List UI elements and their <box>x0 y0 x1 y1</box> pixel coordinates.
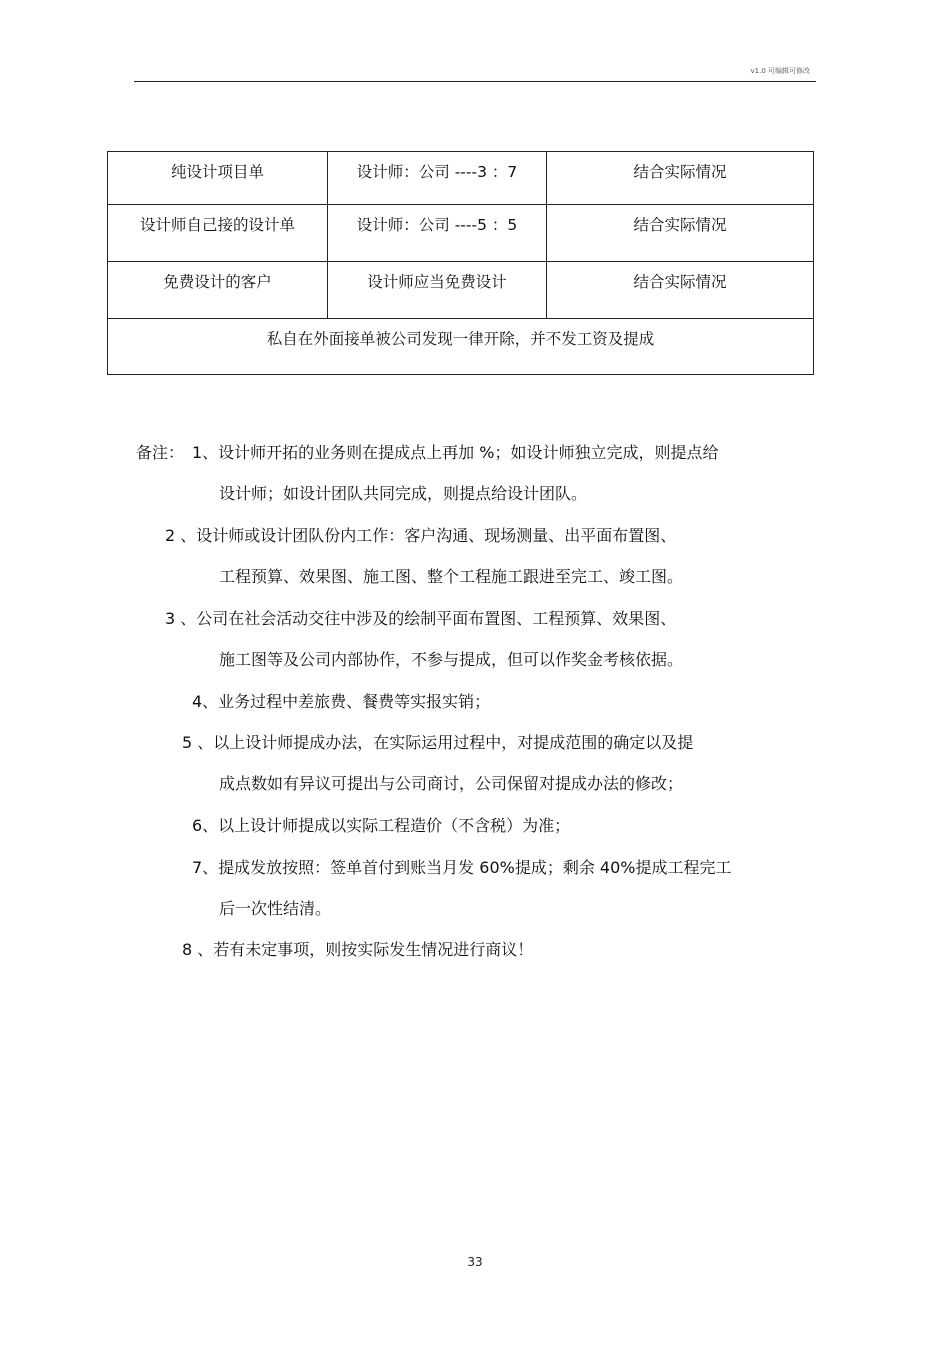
notes-label: 备注： <box>136 443 185 462</box>
page-number: 33 <box>467 1255 483 1269</box>
table-cell: 设计师：公司 ----3 ：7 <box>328 152 547 205</box>
note-line: 成点数如有异议可提出与公司商讨，公司保留对提成办法的修改； <box>219 774 684 793</box>
table-footer-cell: 私自在外面接单被公司发现一律开除，并不发工资及提成 <box>108 319 814 375</box>
note-line: 设计师；如设计团队共同完成，则提点给设计团队。 <box>219 484 588 503</box>
table-row <box>108 205 814 262</box>
table-cell: 结合实际情况 <box>547 152 814 205</box>
note-line: 后一次性结清。 <box>219 899 332 918</box>
note-line: 7、提成发放按照：签单首付到账当月发 60%提成；剩余 40%提成工程完工 <box>192 858 732 877</box>
note-line: 4、业务过程中差旅费、餐费等实报实销； <box>192 692 491 711</box>
commission-table <box>107 151 814 375</box>
table-cell: 免费设计的客户 <box>108 262 328 319</box>
table-cell: 纯设计项目单 <box>108 152 328 205</box>
note-line: 5 、以上设计师提成办法，在实际运用过程中，对提成范围的确定以及提 <box>182 733 694 752</box>
table-cell: 设计师应当免费设计 <box>328 262 547 319</box>
note-line: 工程预算、效果图、施工图、整个工程施工跟进至完工、竣工图。 <box>219 567 684 586</box>
header-version-note: v1.0 可编辑可修改 <box>750 67 810 75</box>
note-line: 3 、公司在社会活动交往中涉及的绘制平面布置图、工程预算、效果图、 <box>165 609 677 628</box>
table-cell: 设计师自己接的设计单 <box>108 205 328 262</box>
table-cell: 设计师：公司 ----5 ：5 <box>328 205 547 262</box>
header-rule <box>134 81 816 82</box>
note-line: 1、设计师开拓的业务则在提成点上再加 %；如设计师独立完成，则提点给 <box>192 443 719 462</box>
table-row <box>108 262 814 319</box>
note-line: 8 、若有未定事项，则按实际发生情况进行商议！ <box>182 940 534 959</box>
note-line: 施工图等及公司内部协作，不参与提成，但可以作奖金考核依据。 <box>219 650 684 669</box>
table-cell: 结合实际情况 <box>547 262 814 319</box>
table-row <box>108 152 814 205</box>
note-line: 6、以上设计师提成以实际工程造价（不含税）为准； <box>192 816 571 835</box>
table-footer-row <box>108 319 814 375</box>
table-cell: 结合实际情况 <box>547 205 814 262</box>
note-line: 2 、设计师或设计团队份内工作：客户沟通、现场测量、出平面布置图、 <box>165 526 677 545</box>
